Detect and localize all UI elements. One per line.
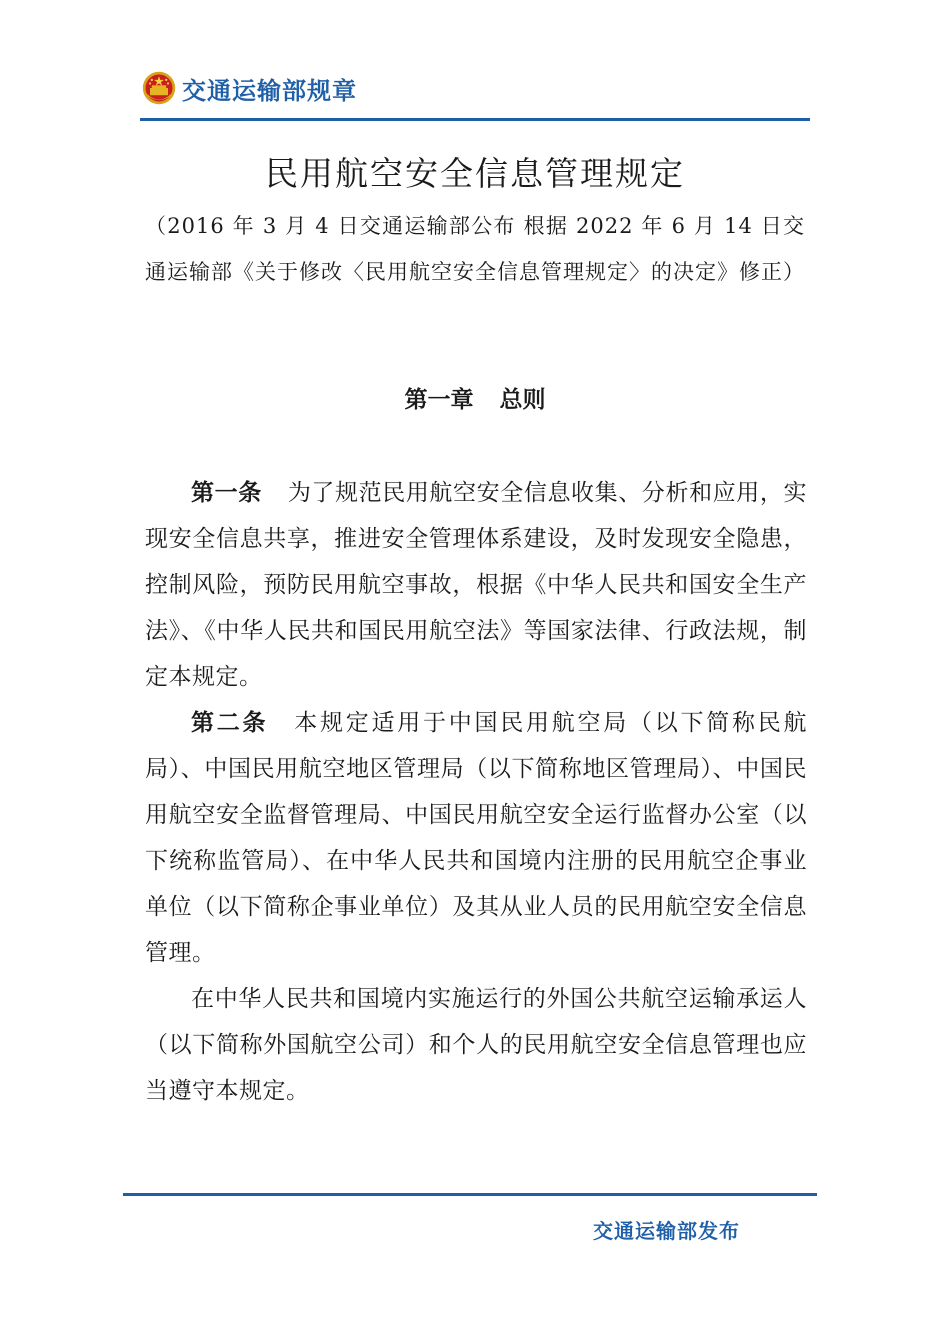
chapter-heading: [140, 378, 810, 422]
document-title: 民用航空安全信息管理规定: [265, 154, 685, 193]
article-paragraph: [145, 976, 807, 1114]
chapter-name: 总则: [499, 387, 546, 413]
document-body: [145, 470, 807, 1114]
header-divider: [140, 118, 810, 121]
article-text: 为了规范民用航空安全信息收集、分析和应用，实现安全信息共享，推进安全管理体系建设，及时发现安全隐患，控制风险，预防民用航空事故，根据《中华人民共和国安全生产法》、《中华人民共和国民用航空法》等国家法律、行政法规，制定本规定。: [145, 480, 807, 690]
article-label: 第二条: [191, 710, 269, 736]
document-subtitle: （2016 年 3 月 4 日交通运输部公布 根据 2022 年 6 月 14 日交通运输部《关于修改〈民用航空安全信息管理规定〉的决定》修正）: [145, 214, 805, 284]
article-paragraph: [145, 700, 807, 976]
footer-publisher: 交通运输部发布: [593, 1219, 740, 1243]
article-label: 第一条: [191, 480, 262, 506]
footer-divider: [123, 1193, 817, 1196]
national-emblem-icon: [141, 70, 177, 106]
chapter-number: 第一章: [404, 387, 474, 413]
article-paragraph: [145, 470, 807, 700]
article-text: 本规定适用于中国民用航空局（以下简称民航局）、中国民用航空地区管理局（以下简称地区管理局）、中国民用航空安全监督管理局、中国民用航空安全运行监督办公室（以下统称监管局）、在中华人民共和国境内注册的民用航空企事业单位（以下简称企事业单位）及其从业人员的民用航空安全信息管理。: [145, 710, 807, 966]
page-header: [141, 66, 357, 110]
article-text: 在中华人民共和国境内实施运行的外国公共航空运输承运人（以下简称外国航空公司）和个人的民用航空安全信息管理也应当遵守本规定。: [145, 986, 807, 1104]
header-title: 交通运输部规章: [182, 76, 357, 105]
